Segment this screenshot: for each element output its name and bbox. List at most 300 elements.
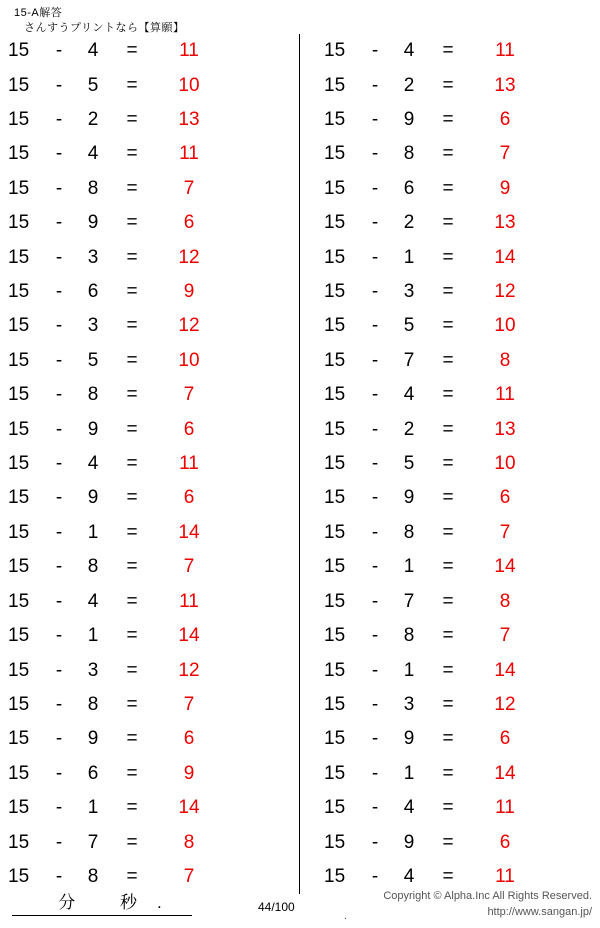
- equals-symbol: =: [126, 831, 138, 853]
- operator-symbol: -: [371, 625, 379, 647]
- operator-symbol: -: [55, 315, 63, 337]
- operand-a: 15: [8, 384, 30, 406]
- answer-value: 11: [179, 143, 199, 165]
- operand-b: 5: [87, 74, 99, 96]
- answer-value: 14: [494, 659, 516, 681]
- answer-value: 11: [179, 40, 199, 62]
- answer-value: 7: [499, 143, 511, 165]
- problem-row: [8, 688, 291, 722]
- operand-b: 9: [87, 418, 99, 440]
- operator-symbol: -: [55, 246, 63, 268]
- operand-a: 15: [8, 212, 30, 234]
- problem-row: [324, 378, 592, 412]
- operand-b: 1: [403, 659, 415, 681]
- operand-a: 15: [8, 693, 30, 715]
- problem-row: [8, 344, 291, 378]
- problem-row: [324, 688, 592, 722]
- operand-a: 15: [324, 659, 346, 681]
- operand-a: 15: [324, 556, 346, 578]
- equals-symbol: =: [126, 487, 138, 509]
- answer-value: 11: [179, 590, 199, 612]
- problem-row: [8, 68, 291, 102]
- operand-b: 4: [87, 590, 99, 612]
- equals-symbol: =: [126, 625, 138, 647]
- operand-a: 15: [8, 797, 30, 819]
- operator-symbol: -: [371, 246, 379, 268]
- equals-symbol: =: [442, 797, 454, 819]
- equals-symbol: =: [126, 143, 138, 165]
- page-title: 15-A解答: [14, 7, 63, 19]
- operand-a: 15: [8, 762, 30, 784]
- equals-symbol: =: [442, 831, 454, 853]
- operand-b: 1: [87, 625, 99, 647]
- answer-value: 9: [499, 177, 511, 199]
- operand-b: 6: [87, 281, 99, 303]
- operator-symbol: -: [55, 418, 63, 440]
- operand-b: 8: [87, 384, 99, 406]
- problem-row: [8, 722, 291, 756]
- operand-b: 2: [87, 109, 99, 131]
- operator-symbol: -: [371, 865, 379, 887]
- operator-symbol: -: [371, 590, 379, 612]
- operand-a: 15: [8, 418, 30, 440]
- operand-a: 15: [324, 349, 346, 371]
- operator-symbol: -: [371, 762, 379, 784]
- operator-symbol: -: [371, 521, 379, 543]
- problem-column-right: [300, 34, 600, 894]
- answer-value: 14: [178, 797, 200, 819]
- equals-symbol: =: [442, 315, 454, 337]
- operand-a: 15: [324, 246, 346, 268]
- operand-a: 15: [8, 453, 30, 475]
- problem-row: [8, 791, 291, 825]
- operand-a: 15: [324, 281, 346, 303]
- problem-row: [324, 412, 592, 446]
- operand-a: 15: [324, 487, 346, 509]
- answer-value: 11: [495, 40, 515, 62]
- operand-a: 15: [8, 349, 30, 371]
- equals-symbol: =: [442, 728, 454, 750]
- problem-row: [324, 447, 592, 481]
- operator-symbol: -: [55, 659, 63, 681]
- operand-b: 4: [87, 40, 99, 62]
- operand-a: 15: [8, 865, 30, 887]
- operand-a: 15: [324, 40, 346, 62]
- operator-symbol: -: [371, 281, 379, 303]
- operand-b: 8: [403, 625, 415, 647]
- operand-a: 15: [324, 212, 346, 234]
- answer-value: 13: [494, 74, 516, 96]
- problem-row: [324, 206, 592, 240]
- problem-row: [324, 344, 592, 378]
- problem-row: [8, 619, 291, 653]
- problem-row: [8, 447, 291, 481]
- equals-symbol: =: [126, 246, 138, 268]
- page-header: [14, 6, 185, 36]
- problem-row: [8, 137, 291, 171]
- operand-a: 15: [324, 143, 346, 165]
- answer-value: 10: [494, 453, 516, 475]
- answer-value: 9: [183, 762, 195, 784]
- problem-row: [8, 309, 291, 343]
- operand-b: 3: [87, 659, 99, 681]
- answer-value: 12: [178, 659, 200, 681]
- problem-row: [324, 757, 592, 791]
- answer-value: 10: [178, 74, 200, 96]
- operand-b: 8: [87, 865, 99, 887]
- operator-symbol: -: [55, 521, 63, 543]
- operand-a: 15: [324, 418, 346, 440]
- operand-b: 3: [87, 315, 99, 337]
- operator-symbol: -: [55, 109, 63, 131]
- operand-b: 9: [403, 831, 415, 853]
- operator-symbol: -: [371, 212, 379, 234]
- problem-row: [8, 653, 291, 687]
- operator-symbol: -: [55, 556, 63, 578]
- operator-symbol: -: [55, 831, 63, 853]
- operand-b: 4: [403, 40, 415, 62]
- equals-symbol: =: [126, 418, 138, 440]
- operand-a: 15: [324, 831, 346, 853]
- operand-b: 4: [87, 143, 99, 165]
- operand-a: 15: [324, 762, 346, 784]
- equals-symbol: =: [126, 74, 138, 96]
- operand-b: 9: [403, 109, 415, 131]
- problem-row: [8, 378, 291, 412]
- operand-a: 15: [8, 728, 30, 750]
- operand-a: 15: [324, 693, 346, 715]
- minutes-label: 分: [58, 893, 78, 912]
- operator-symbol: -: [371, 384, 379, 406]
- operand-b: 4: [403, 384, 415, 406]
- operator-symbol: -: [371, 315, 379, 337]
- equals-symbol: =: [442, 281, 454, 303]
- operator-symbol: -: [55, 177, 63, 199]
- operator-symbol: -: [55, 625, 63, 647]
- equals-symbol: =: [126, 281, 138, 303]
- problem-row: [8, 103, 291, 137]
- answer-value: 6: [499, 109, 511, 131]
- equals-symbol: =: [126, 521, 138, 543]
- answer-value: 14: [178, 625, 200, 647]
- problem-row: [8, 172, 291, 206]
- problem-row: [324, 825, 592, 859]
- equals-symbol: =: [442, 418, 454, 440]
- equals-symbol: =: [442, 143, 454, 165]
- operator-symbol: -: [371, 797, 379, 819]
- operand-a: 15: [8, 177, 30, 199]
- operand-b: 9: [403, 728, 415, 750]
- operand-b: 5: [403, 315, 415, 337]
- answer-value: 8: [499, 590, 511, 612]
- operand-b: 1: [87, 521, 99, 543]
- problem-row: [8, 481, 291, 515]
- operator-symbol: -: [371, 40, 379, 62]
- operand-a: 15: [324, 590, 346, 612]
- operator-symbol: -: [55, 74, 63, 96]
- equals-symbol: =: [126, 212, 138, 234]
- equals-symbol: =: [442, 349, 454, 371]
- operator-symbol: -: [55, 762, 63, 784]
- problem-row: [8, 240, 291, 274]
- equals-symbol: =: [126, 693, 138, 715]
- answer-value: 7: [499, 625, 511, 647]
- operand-b: 8: [403, 521, 415, 543]
- answer-value: 6: [183, 728, 195, 750]
- operand-b: 9: [87, 212, 99, 234]
- time-entry-line: [12, 888, 192, 916]
- site-url[interactable]: http://www.sangan.jp/: [487, 906, 592, 918]
- operand-a: 15: [324, 177, 346, 199]
- problem-row: [324, 275, 592, 309]
- answer-value: 11: [179, 453, 199, 475]
- operand-b: 9: [403, 487, 415, 509]
- operator-symbol: -: [55, 590, 63, 612]
- operand-a: 15: [8, 143, 30, 165]
- operand-b: 6: [87, 762, 99, 784]
- operator-symbol: -: [371, 74, 379, 96]
- operand-b: 9: [87, 728, 99, 750]
- equals-symbol: =: [442, 865, 454, 887]
- problem-row: [324, 309, 592, 343]
- operand-a: 15: [8, 109, 30, 131]
- operand-b: 7: [87, 831, 99, 853]
- operand-a: 15: [8, 74, 30, 96]
- answer-value: 14: [494, 246, 516, 268]
- equals-symbol: =: [126, 865, 138, 887]
- answer-value: 8: [183, 831, 195, 853]
- problem-row: [8, 206, 291, 240]
- answer-value: 10: [494, 315, 516, 337]
- problem-row: [324, 791, 592, 825]
- page-subtitle: さんすうプリントなら【算願】: [24, 21, 185, 34]
- operand-a: 15: [8, 281, 30, 303]
- operand-b: 1: [403, 556, 415, 578]
- problem-row: [8, 585, 291, 619]
- answer-value: 14: [494, 556, 516, 578]
- operator-symbol: -: [371, 177, 379, 199]
- operand-b: 7: [403, 349, 415, 371]
- operand-a: 15: [8, 590, 30, 612]
- equals-symbol: =: [442, 659, 454, 681]
- equals-symbol: =: [442, 487, 454, 509]
- operand-a: 15: [8, 40, 30, 62]
- operator-symbol: -: [371, 418, 379, 440]
- equals-symbol: =: [126, 384, 138, 406]
- equals-symbol: =: [126, 109, 138, 131]
- operator-symbol: -: [55, 212, 63, 234]
- operand-a: 15: [324, 74, 346, 96]
- operand-b: 8: [87, 556, 99, 578]
- equals-symbol: =: [126, 40, 138, 62]
- answer-value: 10: [178, 349, 200, 371]
- answer-value: 13: [494, 418, 516, 440]
- operand-a: 15: [8, 246, 30, 268]
- answer-value: 14: [178, 521, 200, 543]
- answer-value: 13: [494, 212, 516, 234]
- operand-a: 15: [324, 728, 346, 750]
- operator-symbol: -: [55, 349, 63, 371]
- operator-symbol: -: [55, 693, 63, 715]
- equals-symbol: =: [126, 556, 138, 578]
- equals-symbol: =: [442, 521, 454, 543]
- operator-symbol: -: [371, 831, 379, 853]
- equals-symbol: =: [442, 246, 454, 268]
- answer-value: 12: [178, 246, 200, 268]
- operand-b: 2: [403, 74, 415, 96]
- operator-symbol: -: [371, 453, 379, 475]
- answer-value: 12: [178, 315, 200, 337]
- operand-a: 15: [324, 453, 346, 475]
- problem-column-left: [0, 34, 300, 894]
- problem-row: [324, 68, 592, 102]
- operator-symbol: -: [55, 384, 63, 406]
- answer-value: 7: [499, 521, 511, 543]
- equals-symbol: =: [442, 384, 454, 406]
- equals-symbol: =: [442, 625, 454, 647]
- operand-b: 3: [403, 693, 415, 715]
- problem-row: [8, 825, 291, 859]
- problem-row: [8, 275, 291, 309]
- equals-symbol: =: [442, 40, 454, 62]
- problem-row: [324, 722, 592, 756]
- answer-value: 6: [499, 728, 511, 750]
- equals-symbol: =: [126, 590, 138, 612]
- seconds-label: 秒: [120, 893, 139, 912]
- answer-value: 7: [183, 693, 195, 715]
- operand-a: 15: [324, 865, 346, 887]
- operand-a: 15: [8, 487, 30, 509]
- problem-row: [8, 412, 291, 446]
- problem-row: [324, 137, 592, 171]
- equals-symbol: =: [442, 556, 454, 578]
- operator-symbol: -: [371, 693, 379, 715]
- operand-a: 15: [8, 625, 30, 647]
- operator-symbol: -: [55, 865, 63, 887]
- equals-symbol: =: [126, 453, 138, 475]
- problem-row: [324, 550, 592, 584]
- problem-row: [324, 516, 592, 550]
- problem-row: [324, 240, 592, 274]
- operand-b: 1: [403, 762, 415, 784]
- problem-row: [324, 619, 592, 653]
- answer-value: 6: [499, 831, 511, 853]
- equals-symbol: =: [126, 659, 138, 681]
- problem-row: [8, 757, 291, 791]
- copyright-text: Copyright © Alpha.Inc All Rights Reserved.: [383, 890, 592, 902]
- answer-value: 6: [499, 487, 511, 509]
- operand-a: 15: [324, 315, 346, 337]
- operand-a: 15: [324, 521, 346, 543]
- answer-value: 11: [495, 797, 515, 819]
- operand-b: 2: [403, 418, 415, 440]
- equals-symbol: =: [442, 74, 454, 96]
- operator-symbol: -: [55, 728, 63, 750]
- stray-dot: .: [344, 910, 348, 922]
- operand-b: 2: [403, 212, 415, 234]
- problem-row: [8, 516, 291, 550]
- operator-symbol: -: [371, 728, 379, 750]
- operand-a: 15: [324, 625, 346, 647]
- answer-value: 6: [183, 418, 195, 440]
- answer-value: 7: [183, 177, 195, 199]
- operator-symbol: -: [371, 487, 379, 509]
- operand-a: 15: [8, 315, 30, 337]
- problem-row: [324, 34, 592, 68]
- equals-symbol: =: [442, 453, 454, 475]
- equals-symbol: =: [442, 109, 454, 131]
- problem-row: [324, 103, 592, 137]
- operand-b: 8: [403, 143, 415, 165]
- answer-value: 11: [495, 384, 515, 406]
- equals-symbol: =: [126, 315, 138, 337]
- operand-b: 7: [403, 590, 415, 612]
- answer-value: 7: [183, 865, 195, 887]
- operand-a: 15: [324, 109, 346, 131]
- operand-b: 1: [403, 246, 415, 268]
- operand-a: 15: [8, 659, 30, 681]
- operand-a: 15: [8, 556, 30, 578]
- problem-row: [324, 585, 592, 619]
- operator-symbol: -: [371, 349, 379, 371]
- equals-symbol: =: [126, 762, 138, 784]
- answer-value: 11: [495, 865, 515, 887]
- page-footer: [0, 888, 600, 928]
- operand-b: 3: [403, 281, 415, 303]
- seconds-suffix: .: [157, 893, 164, 912]
- answer-value: 7: [183, 384, 195, 406]
- answer-value: 12: [494, 281, 516, 303]
- equals-symbol: =: [442, 590, 454, 612]
- operand-b: 4: [403, 865, 415, 887]
- answer-value: 12: [494, 693, 516, 715]
- answer-value: 13: [178, 109, 200, 131]
- operator-symbol: -: [55, 40, 63, 62]
- operand-a: 15: [324, 384, 346, 406]
- operator-symbol: -: [371, 143, 379, 165]
- equals-symbol: =: [442, 693, 454, 715]
- problem-row: [324, 481, 592, 515]
- operator-symbol: -: [55, 487, 63, 509]
- equals-symbol: =: [126, 797, 138, 819]
- problem-row: [8, 550, 291, 584]
- equals-symbol: =: [442, 762, 454, 784]
- operand-a: 15: [8, 831, 30, 853]
- operand-b: 9: [87, 487, 99, 509]
- answer-value: 9: [183, 281, 195, 303]
- operand-b: 5: [87, 349, 99, 371]
- problem-row: [8, 34, 291, 68]
- answer-value: 6: [183, 212, 195, 234]
- answer-value: 7: [183, 556, 195, 578]
- problem-columns: [0, 34, 600, 894]
- operand-b: 1: [87, 797, 99, 819]
- equals-symbol: =: [442, 212, 454, 234]
- operand-b: 4: [87, 453, 99, 475]
- operand-b: 5: [403, 453, 415, 475]
- equals-symbol: =: [126, 728, 138, 750]
- operator-symbol: -: [55, 143, 63, 165]
- equals-symbol: =: [126, 177, 138, 199]
- answer-value: 6: [183, 487, 195, 509]
- operator-symbol: -: [55, 281, 63, 303]
- problem-row: [324, 653, 592, 687]
- operand-b: 8: [87, 693, 99, 715]
- equals-symbol: =: [442, 177, 454, 199]
- equals-symbol: =: [126, 349, 138, 371]
- operator-symbol: -: [55, 797, 63, 819]
- operand-b: 6: [403, 177, 415, 199]
